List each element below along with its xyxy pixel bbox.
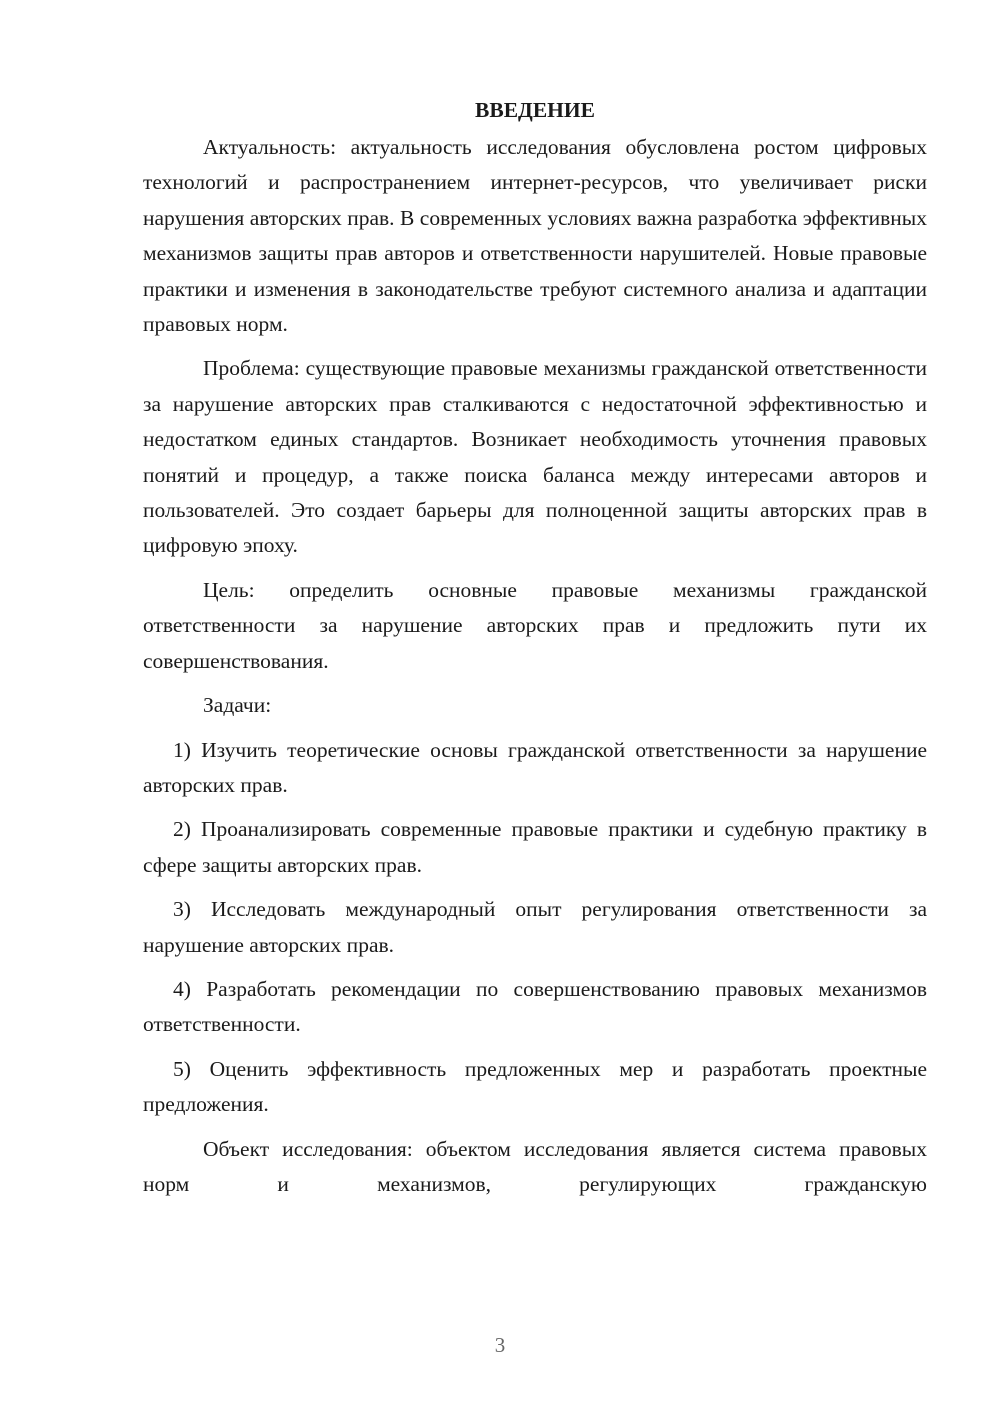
task-item-1: 1) Изучить теоретические основы гражданской ответственности за нарушение авторских прав.: [143, 737, 927, 797]
relevance-paragraph: Актуальность: актуальность исследования обусловлена ростом цифровых технологий и распространением интернет-ресурсов, что увеличивает риски нарушения авторских прав. В современных условиях важна разработка эффективных механизмов защиты прав авторов и ответственности нарушителей. Новые правовые практики и изменения в законодательстве требуют системного анализа и адаптации правовых норм.: [143, 135, 927, 337]
task-item-3: 3) Исследовать международный опыт регулирования ответственности за нарушение авторских прав.: [143, 897, 927, 957]
problem-paragraph: Проблема: существующие правовые механизмы гражданской ответственности за нарушение авторских прав сталкиваются с недостаточной эффективностью и недостатком единых стандартов. Возникает необходимость уточнения правовых понятий и процедур, а также поиска баланса между интересами авторов и пользователей. Это создает барьеры для полноценной защиты авторских прав в цифровую эпоху.: [143, 356, 927, 558]
object-paragraph: Объект исследования: объектом исследования является система правовых норм и механизмов, регулирующих гражданскую: [143, 1136, 927, 1196]
task-item-2: 2) Проанализировать современные правовые практики и судебную практику в сфере защиты авторских прав.: [143, 817, 927, 877]
page-number: 3: [494, 1333, 506, 1357]
goal-paragraph: Цель: определить основные правовые механизмы гражданской ответственности за нарушение авторских прав и предложить пути их совершенствования.: [143, 577, 927, 673]
task-item-4: 4) Разработать рекомендации по совершенствованию правовых механизмов ответственности.: [143, 976, 927, 1037]
task-item-5: 5) Оценить эффективность предложенных мер и разработать проектные предложения.: [143, 1056, 927, 1117]
page-content: [143, 93, 927, 1202]
tasks-label: Задачи:: [203, 693, 272, 718]
section-heading: ВВЕДЕНИЕ: [475, 98, 595, 122]
